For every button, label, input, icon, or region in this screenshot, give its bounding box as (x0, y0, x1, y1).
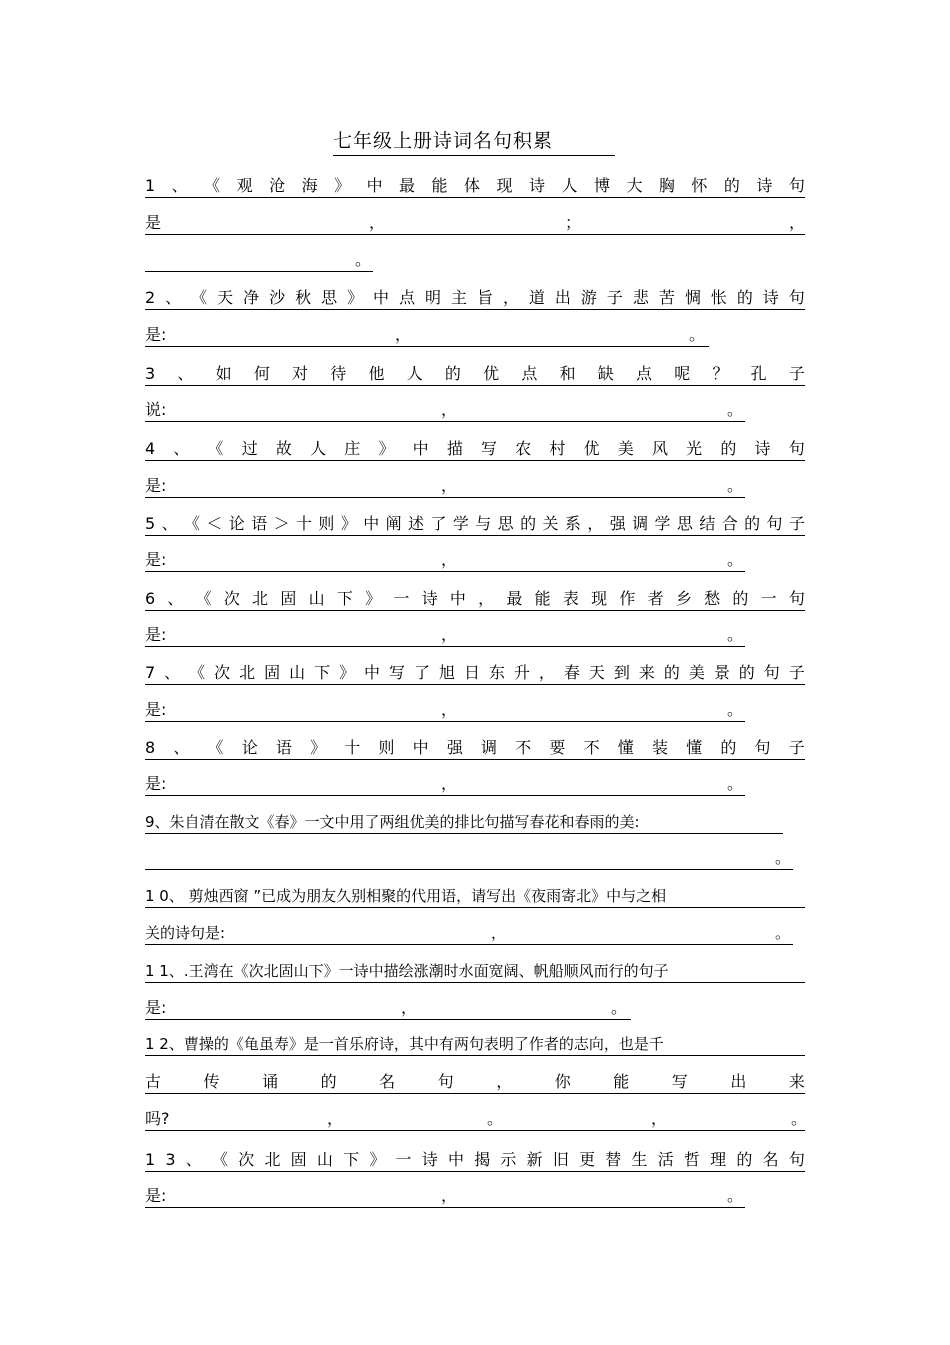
question-2-answer-line[interactable] (145, 325, 709, 347)
question-5-line: 5 、 《 ＜ 论 语 ＞ 十 则 》 中 阐 述 了 学 与 思 的 关 系 ， 强 调 学 思 结 合 的 句 子 (145, 514, 805, 536)
comma: ， (327, 1109, 344, 1128)
label-shuo: 说: (145, 400, 167, 419)
comma: ， (441, 774, 458, 793)
question-12-answer-line[interactable] (145, 1109, 808, 1131)
period: 。 (727, 625, 744, 644)
label-shi: 是: (145, 325, 167, 344)
period: 。 (689, 325, 706, 344)
period: 。 (727, 476, 744, 495)
comma: ， (491, 924, 507, 942)
question-3-line: 3 、 如 何 对 待 他 人 的 优 点 和 缺 点 呢 ？ 孔 子 (145, 364, 805, 386)
label-shi: 是: (145, 625, 167, 644)
comma: ， (441, 400, 458, 419)
comma: ， (395, 325, 412, 344)
semicolon: ； (565, 213, 582, 232)
question-3-answer-line[interactable] (145, 400, 745, 422)
period: 。 (611, 998, 628, 1017)
comma: ， (401, 998, 418, 1017)
period: 。 (355, 250, 372, 269)
label-shi: 是: (145, 1186, 167, 1205)
question-8-answer-line[interactable] (145, 774, 745, 796)
label-shi: 是: (145, 998, 167, 1017)
question-11-line: 1 1、.王湾在《次北固山下》一诗中描绘涨潮时水面宽阔、帆船顺风而行的句子 (145, 961, 805, 983)
question-8-line: 8 、 《 论 语 》 十 则 中 强 调 不 要 不 懂 装 懂 的 句 子 (145, 738, 805, 760)
period: 。 (727, 1186, 744, 1205)
question-5-answer-line[interactable] (145, 550, 745, 572)
question-4-line: 4 、 《 过 故 人 庄 》 中 描 写 农 村 优 美 风 光 的 诗 句 (145, 439, 805, 461)
period: 。 (791, 1109, 808, 1128)
period: 。 (727, 400, 744, 419)
period: 。 (727, 774, 744, 793)
question-11-answer-line[interactable] (145, 998, 631, 1020)
question-10-answer-line[interactable] (145, 923, 793, 945)
label-shi: 是: (145, 550, 167, 569)
question-6-answer-line[interactable] (145, 625, 745, 647)
question-4-answer-line[interactable] (145, 476, 745, 498)
label-related-lines: 关的诗句是: (145, 924, 226, 942)
period: 。 (775, 848, 792, 867)
comma: ， (441, 476, 458, 495)
comma: ， (441, 1186, 458, 1205)
question-1-line: 1 、 《 观 沧 海 》 中 最 能 体 现 诗 人 博 大 胸 怀 的 诗 句 (145, 176, 805, 198)
question-13-line: 1 3 、 《 次 北 固 山 下 》 一 诗 中 揭 示 新 旧 更 替 生 活 哲 理 的 名 句 (145, 1150, 805, 1172)
label-ma: 吗? (145, 1109, 170, 1128)
question-10-line: 1 0、 剪烛西窗 ”已成为朋友久别相聚的代用语，请写出《夜雨寄北》中与之相 (145, 886, 805, 908)
question-1-answer-line[interactable] (145, 213, 805, 235)
question-7-line: 7 、 《 次 北 固 山 下 》 中 写 了 旭 日 东 升 ， 春 天 到 来 的 美 景 的 句 子 (145, 663, 805, 685)
label-shi: 是: (145, 774, 167, 793)
question-2-line: 2 、 《 天 净 沙 秋 思 》 中 点 明 主 旨 ， 道 出 游 子 悲 苦 惆 怅 的 诗 句 (145, 288, 805, 310)
comma: ， (651, 1109, 668, 1128)
question-12-line-2: 古 传 诵 的 名 句 ， 你 能 写 出 来 (145, 1072, 805, 1094)
period: 。 (487, 1109, 504, 1128)
label-shi: 是: (145, 476, 167, 495)
question-9-answer-line[interactable] (145, 848, 793, 870)
question-13-answer-line[interactable] (145, 1186, 745, 1208)
question-7-answer-line[interactable] (145, 700, 745, 722)
question-1-answer-line-2[interactable] (145, 250, 373, 272)
comma: ， (441, 700, 458, 719)
comma: ， (441, 550, 458, 569)
question-12-line: 1 2、曹操的《龟虽寿》是一首乐府诗，其中有两句表明了作者的志向，也是千 (145, 1034, 805, 1056)
comma: ， (369, 213, 386, 232)
comma: ， (789, 213, 806, 232)
period: 。 (727, 700, 744, 719)
label-shi: 是: (145, 700, 167, 719)
label-shi: 是 (145, 213, 162, 232)
question-9-line: 9、朱自清在散文《春》一文中用了两组优美的排比句描写春花和春雨的美: (145, 812, 783, 834)
comma: ， (441, 625, 458, 644)
question-6-line: 6 、 《 次 北 固 山 下 》 一 诗 中 ， 最 能 表 现 作 者 乡 愁 的 一 句 (145, 589, 805, 611)
period: 。 (727, 550, 744, 569)
page-title: 七年级上册诗词名句积累 (333, 128, 615, 156)
period: 。 (775, 924, 791, 942)
